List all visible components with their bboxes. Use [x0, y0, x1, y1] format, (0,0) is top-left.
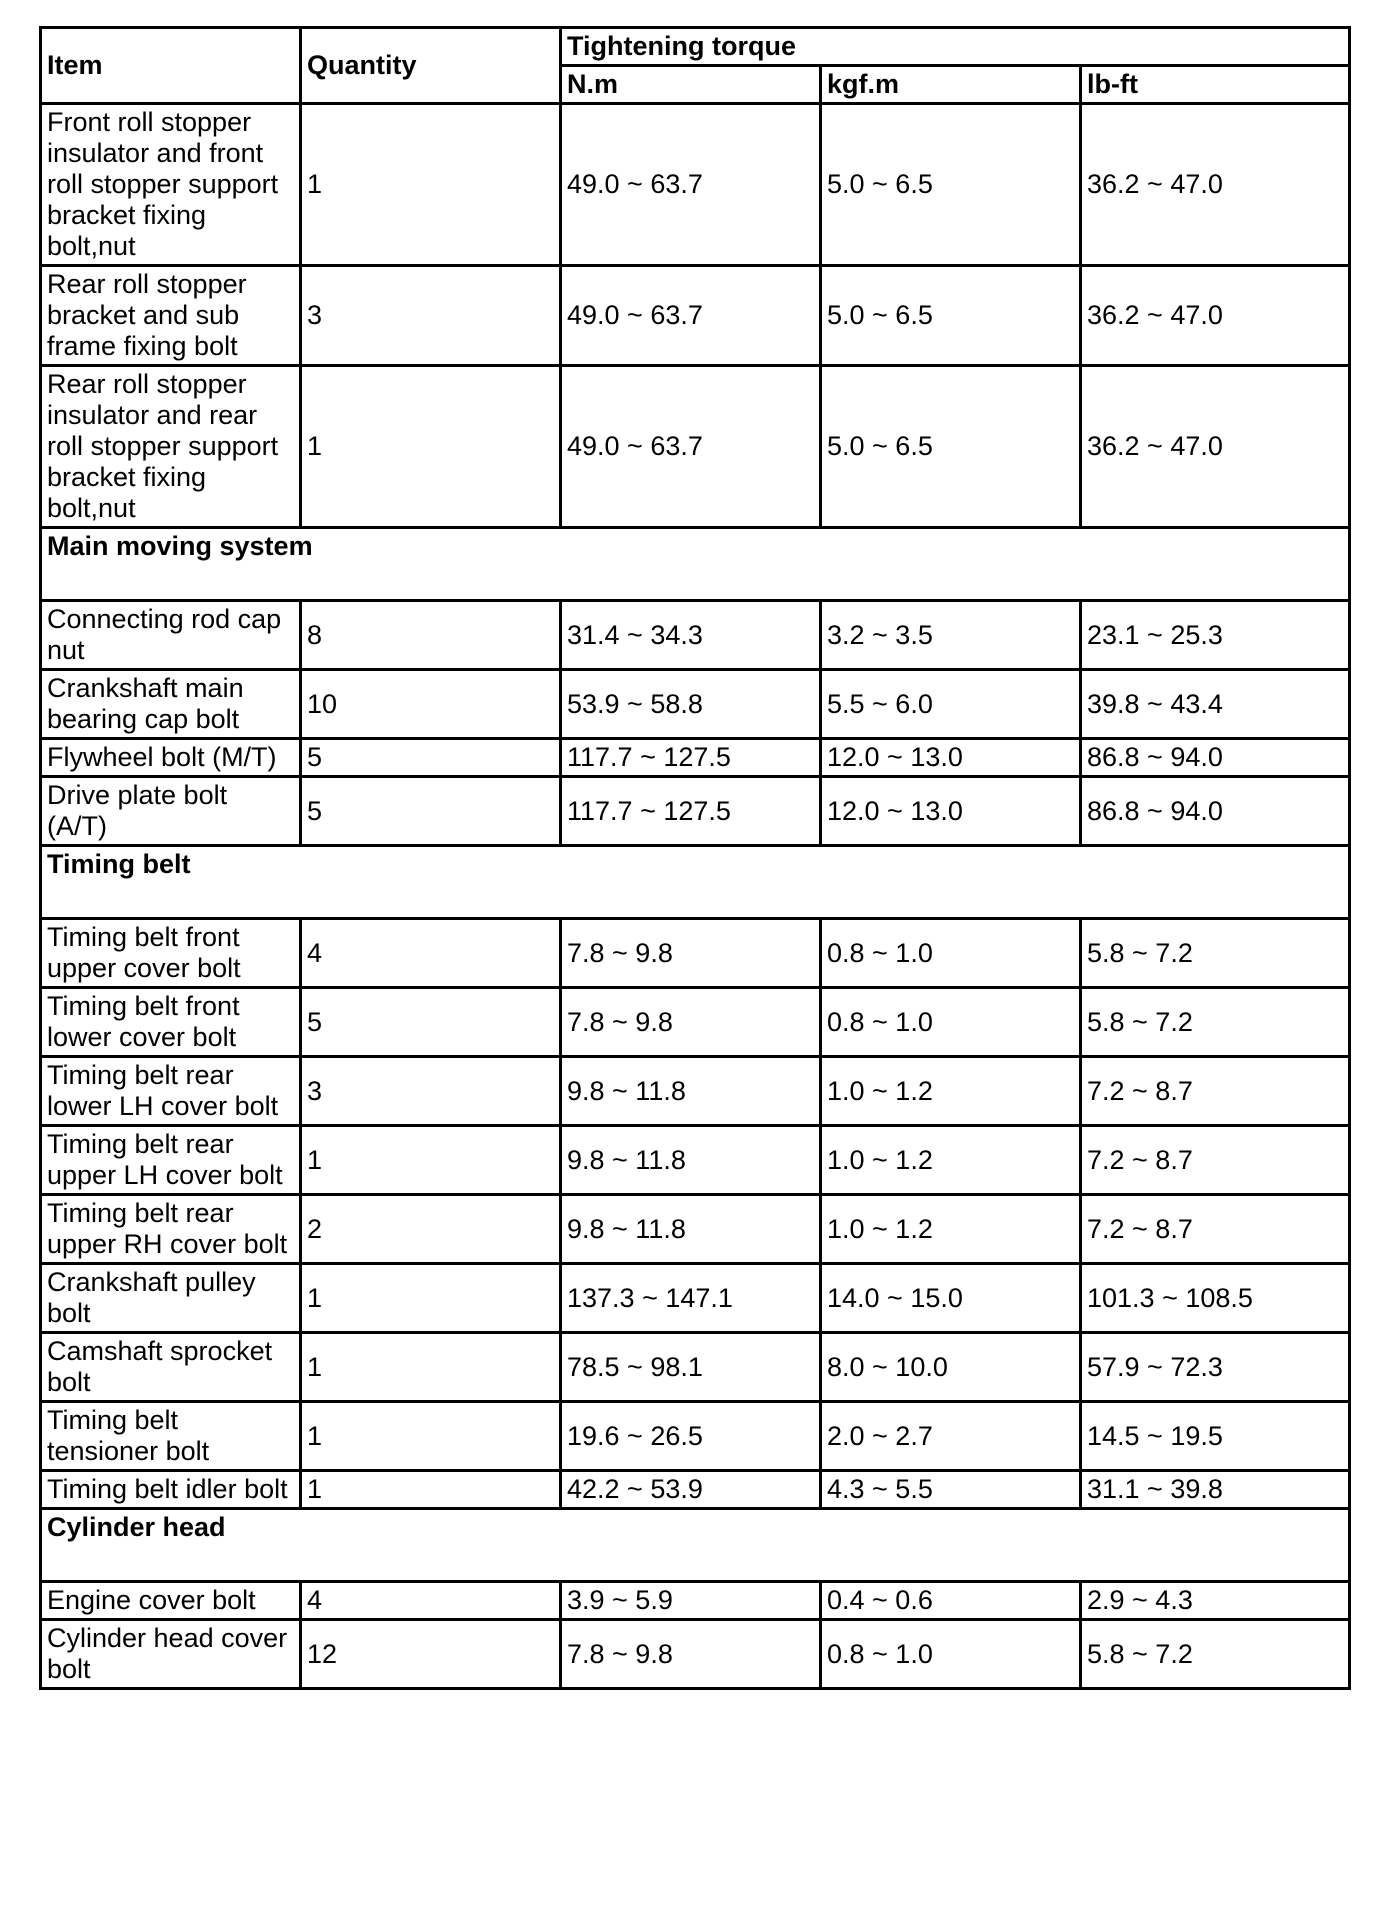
table-row: [41, 777, 1350, 846]
table-row: [41, 1264, 1350, 1333]
header-item: Item: [41, 28, 301, 104]
torque-nm-cell: 31.4 ~ 34.3: [561, 601, 821, 670]
quantity-cell: 10: [301, 670, 561, 739]
quantity-cell: 12: [301, 1620, 561, 1689]
torque-lbft-cell: 86.8 ~ 94.0: [1081, 777, 1350, 846]
torque-nm-cell: 137.3 ~ 147.1: [561, 1264, 821, 1333]
torque-lbft-cell: 23.1 ~ 25.3: [1081, 601, 1350, 670]
torque-kgfm-cell: 12.0 ~ 13.0: [821, 739, 1081, 777]
item-cell: Crankshaft pulley bolt: [41, 1264, 301, 1333]
table-row: [41, 601, 1350, 670]
torque-kgfm-cell: 1.0 ~ 1.2: [821, 1057, 1081, 1126]
item-cell: Timing belt tensioner bolt: [41, 1402, 301, 1471]
item-cell: Cylinder head cover bolt: [41, 1620, 301, 1689]
torque-lbft-cell: 2.9 ~ 4.3: [1081, 1582, 1350, 1620]
table-row: [41, 366, 1350, 528]
section-row: [41, 846, 1350, 919]
quantity-cell: 1: [301, 1264, 561, 1333]
item-cell: Crankshaft main bearing cap bolt: [41, 670, 301, 739]
header-unit-nm: N.m: [561, 66, 821, 104]
torque-lbft-cell: 7.2 ~ 8.7: [1081, 1057, 1350, 1126]
torque-lbft-cell: 5.8 ~ 7.2: [1081, 1620, 1350, 1689]
table-row: [41, 1195, 1350, 1264]
torque-lbft-cell: 101.3 ~ 108.5: [1081, 1264, 1350, 1333]
item-cell: Timing belt front upper cover bolt: [41, 919, 301, 988]
torque-kgfm-cell: 8.0 ~ 10.0: [821, 1333, 1081, 1402]
torque-kgfm-cell: 0.8 ~ 1.0: [821, 919, 1081, 988]
section-title: Main moving system: [41, 528, 1350, 601]
item-cell: Timing belt rear lower LH cover bolt: [41, 1057, 301, 1126]
torque-lbft-cell: 36.2 ~ 47.0: [1081, 104, 1350, 266]
torque-kgfm-cell: 2.0 ~ 2.7: [821, 1402, 1081, 1471]
quantity-cell: 4: [301, 1582, 561, 1620]
item-cell: Connecting rod cap nut: [41, 601, 301, 670]
header-quantity: Quantity: [301, 28, 561, 104]
header-unit-lbft: lb-ft: [1081, 66, 1350, 104]
section-title: Cylinder head: [41, 1509, 1350, 1582]
torque-lbft-cell: 36.2 ~ 47.0: [1081, 366, 1350, 528]
table-row: [41, 919, 1350, 988]
torque-lbft-cell: 5.8 ~ 7.2: [1081, 988, 1350, 1057]
torque-lbft-cell: 39.8 ~ 43.4: [1081, 670, 1350, 739]
torque-kgfm-cell: 5.5 ~ 6.0: [821, 670, 1081, 739]
torque-nm-cell: 49.0 ~ 63.7: [561, 104, 821, 266]
torque-nm-cell: 7.8 ~ 9.8: [561, 1620, 821, 1689]
item-cell: Flywheel bolt (M/T): [41, 739, 301, 777]
quantity-cell: 5: [301, 777, 561, 846]
header-tightening-torque: Tightening torque: [561, 28, 1350, 66]
torque-nm-cell: 9.8 ~ 11.8: [561, 1057, 821, 1126]
torque-lbft-cell: 5.8 ~ 7.2: [1081, 919, 1350, 988]
quantity-cell: 3: [301, 266, 561, 366]
quantity-cell: 1: [301, 1471, 561, 1509]
table-row: [41, 1057, 1350, 1126]
torque-nm-cell: 78.5 ~ 98.1: [561, 1333, 821, 1402]
table-body: [41, 104, 1350, 1689]
table-row: [41, 1126, 1350, 1195]
torque-lbft-cell: 7.2 ~ 8.7: [1081, 1195, 1350, 1264]
torque-kgfm-cell: 5.0 ~ 6.5: [821, 366, 1081, 528]
table-row: [41, 1582, 1350, 1620]
quantity-cell: 1: [301, 1402, 561, 1471]
torque-lbft-cell: 86.8 ~ 94.0: [1081, 739, 1350, 777]
table-row: [41, 1333, 1350, 1402]
item-cell: Engine cover bolt: [41, 1582, 301, 1620]
torque-kgfm-cell: 0.8 ~ 1.0: [821, 1620, 1081, 1689]
quantity-cell: 8: [301, 601, 561, 670]
item-cell: Drive plate bolt (A/T): [41, 777, 301, 846]
torque-kgfm-cell: 0.4 ~ 0.6: [821, 1582, 1081, 1620]
table-row: [41, 988, 1350, 1057]
torque-nm-cell: 49.0 ~ 63.7: [561, 366, 821, 528]
table-row: [41, 739, 1350, 777]
item-cell: Timing belt front lower cover bolt: [41, 988, 301, 1057]
torque-nm-cell: 3.9 ~ 5.9: [561, 1582, 821, 1620]
quantity-cell: 1: [301, 104, 561, 266]
torque-nm-cell: 9.8 ~ 11.8: [561, 1126, 821, 1195]
torque-spec-table: [39, 26, 1351, 1690]
torque-kgfm-cell: 1.0 ~ 1.2: [821, 1195, 1081, 1264]
item-cell: Rear roll stopper insulator and rear roll stopper support bracket fixing bolt,nut: [41, 366, 301, 528]
torque-nm-cell: 42.2 ~ 53.9: [561, 1471, 821, 1509]
table-row: [41, 1620, 1350, 1689]
torque-nm-cell: 19.6 ~ 26.5: [561, 1402, 821, 1471]
quantity-cell: 5: [301, 988, 561, 1057]
item-cell: Front roll stopper insulator and front roll stopper support bracket fixing bolt,nut: [41, 104, 301, 266]
table-row: [41, 266, 1350, 366]
section-title: Timing belt: [41, 846, 1350, 919]
torque-kgfm-cell: 1.0 ~ 1.2: [821, 1126, 1081, 1195]
table-row: [41, 1471, 1350, 1509]
torque-kgfm-cell: 4.3 ~ 5.5: [821, 1471, 1081, 1509]
table-row: [41, 670, 1350, 739]
torque-kgfm-cell: 12.0 ~ 13.0: [821, 777, 1081, 846]
torque-nm-cell: 53.9 ~ 58.8: [561, 670, 821, 739]
torque-nm-cell: 117.7 ~ 127.5: [561, 777, 821, 846]
item-cell: Rear roll stopper bracket and sub frame fixing bolt: [41, 266, 301, 366]
torque-lbft-cell: 14.5 ~ 19.5: [1081, 1402, 1350, 1471]
quantity-cell: 5: [301, 739, 561, 777]
section-row: [41, 1509, 1350, 1582]
table-row: [41, 104, 1350, 266]
header-unit-kgfm: kgf.m: [821, 66, 1081, 104]
torque-kgfm-cell: 5.0 ~ 6.5: [821, 266, 1081, 366]
item-cell: Timing belt idler bolt: [41, 1471, 301, 1509]
item-cell: Timing belt rear upper LH cover bolt: [41, 1126, 301, 1195]
torque-kgfm-cell: 5.0 ~ 6.5: [821, 104, 1081, 266]
torque-nm-cell: 9.8 ~ 11.8: [561, 1195, 821, 1264]
torque-lbft-cell: 7.2 ~ 8.7: [1081, 1126, 1350, 1195]
torque-lbft-cell: 31.1 ~ 39.8: [1081, 1471, 1350, 1509]
torque-nm-cell: 7.8 ~ 9.8: [561, 988, 821, 1057]
torque-kgfm-cell: 3.2 ~ 3.5: [821, 601, 1081, 670]
torque-nm-cell: 7.8 ~ 9.8: [561, 919, 821, 988]
item-cell: Timing belt rear upper RH cover bolt: [41, 1195, 301, 1264]
quantity-cell: 1: [301, 366, 561, 528]
quantity-cell: 3: [301, 1057, 561, 1126]
header-row: [41, 28, 1350, 66]
torque-lbft-cell: 36.2 ~ 47.0: [1081, 266, 1350, 366]
torque-kgfm-cell: 14.0 ~ 15.0: [821, 1264, 1081, 1333]
torque-kgfm-cell: 0.8 ~ 1.0: [821, 988, 1081, 1057]
torque-nm-cell: 117.7 ~ 127.5: [561, 739, 821, 777]
torque-lbft-cell: 57.9 ~ 72.3: [1081, 1333, 1350, 1402]
quantity-cell: 2: [301, 1195, 561, 1264]
quantity-cell: 1: [301, 1126, 561, 1195]
section-row: [41, 528, 1350, 601]
quantity-cell: 4: [301, 919, 561, 988]
table-row: [41, 1402, 1350, 1471]
item-cell: Camshaft sprocket bolt: [41, 1333, 301, 1402]
quantity-cell: 1: [301, 1333, 561, 1402]
torque-nm-cell: 49.0 ~ 63.7: [561, 266, 821, 366]
